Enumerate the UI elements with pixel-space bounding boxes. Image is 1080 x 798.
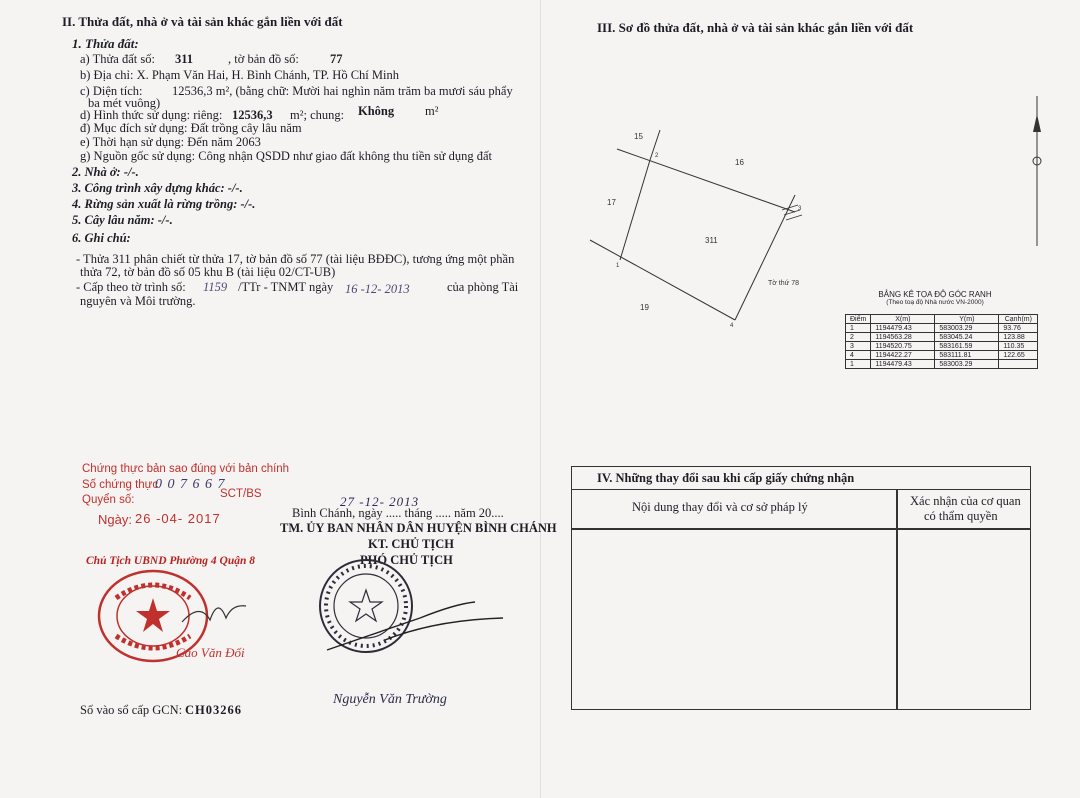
cell: 122.65 [999, 351, 1038, 360]
certify-book: SCT/BS [220, 488, 262, 500]
usage-origin: g) Nguồn gốc sử dụng: Công nhận QSDD như giao đất không thu tiền sử dụng đất [80, 149, 492, 163]
sheet-label: Tờ thứ 78 [768, 280, 800, 287]
table-row [846, 360, 1038, 369]
section-3-title: III. Sơ đồ thửa đất, nhà ở và tài sản khác gắn liền với đất [597, 20, 914, 35]
coords-header: Y(m) [935, 315, 999, 324]
usage-form-label: d) Hình thức sử dụng: riêng: [80, 108, 223, 122]
ward-chairman: Chủ Tịch UBND Phường 4 Quận 8 [86, 555, 255, 567]
area-label: c) Diện tích: [80, 84, 143, 98]
district-signature [325, 590, 505, 660]
coords-title: BẢNG KÊ TỌA ĐỘ GÓC RANH [878, 290, 992, 299]
cell: 583003.29 [935, 360, 999, 369]
ward-signer-name: Cao Văn Đối [176, 645, 245, 660]
changes-table [571, 466, 1031, 710]
private-area: 12536,3 [232, 108, 273, 122]
registry-label: Số vào sổ cấp GCN: [80, 703, 183, 717]
cell: 123.88 [999, 333, 1038, 342]
cell: 110.35 [999, 342, 1038, 351]
note-1b: thửa 72, tờ bản đồ số 05 khu B (tài liệu 02/CT-UB) [80, 265, 336, 279]
section-parcel: 1. Thửa đất: [72, 36, 139, 51]
corner-1: 1 [616, 263, 620, 269]
address: b) Địa chỉ: X. Phạm Văn Hai, H. Bình Chánh, TP. Hồ Chí Minh [80, 68, 399, 82]
cell: 1194520.75 [871, 342, 935, 351]
usage-purpose: đ) Mục đích sử dụng: Đất trồng cây lâu năm [80, 121, 302, 135]
cell: 93.76 [999, 324, 1038, 333]
changes-title-row [572, 467, 1030, 490]
note-2c: của phòng Tài [447, 280, 519, 294]
registry-number: CH03266 [185, 703, 242, 717]
section-forest: 4. Rừng sản xuất là rừng trồng: -/-. [72, 197, 256, 211]
cell: 1194479.43 [871, 360, 935, 369]
coords-title-block [870, 290, 1000, 306]
coords-subtitle: (Theo toạ độ Nhà nước VN-2000) [886, 299, 984, 306]
shared-unit: m² [425, 104, 439, 118]
cell: 1194422.27 [871, 351, 935, 360]
cell: 1194563.28 [871, 333, 935, 342]
coords-table [845, 314, 1038, 369]
section-notes: 6. Ghi chú: [72, 231, 131, 245]
changes-title: IV. Những thay đổi sau khi cấp giấy chứng nhận [597, 471, 855, 485]
table-row [846, 342, 1038, 351]
parcel-311: 311 [705, 236, 718, 245]
parcel-19: 19 [640, 303, 649, 312]
changes-col-divider [896, 489, 898, 709]
parcel-diagram [570, 115, 870, 345]
corner-4: 4 [730, 323, 734, 329]
shared-value: Không [358, 104, 395, 118]
certify-date-label: Ngày: [98, 512, 132, 527]
north-arrow-icon [1030, 96, 1044, 246]
changes-header-divider [572, 528, 1030, 530]
changes-col-content: Nội dung thay đổi và cơ sở pháp lý [632, 500, 808, 514]
note-2b: /TTr - TNMT ngày [238, 280, 334, 294]
shared-label: m²; chung: [290, 108, 345, 122]
parcel-15: 15 [634, 132, 643, 141]
ward-signature [180, 592, 250, 632]
certify-line-1: Chứng thực bản sao đúng với bản chính [82, 463, 290, 475]
changes-col-confirm-2: có thẩm quyền [924, 509, 998, 523]
table-row [846, 324, 1038, 333]
parcel-16: 16 [735, 158, 744, 167]
district-signer: Nguyễn Văn Trường [333, 692, 447, 707]
table-row [846, 333, 1038, 342]
issue-place: Bình Chánh, ngày ..... tháng ..... năm 20.... [292, 506, 504, 520]
note-2d: nguyên và Môi trường. [80, 294, 196, 308]
coords-header: Cạnh(m) [999, 315, 1038, 324]
corner-2: 2 [655, 153, 659, 159]
cell: 3 [846, 342, 871, 351]
on-behalf: KT. CHỦ TỊCH [368, 537, 455, 551]
parcel-number: 311 [175, 52, 194, 66]
table-row [846, 351, 1038, 360]
coords-header: Điểm [846, 315, 871, 324]
coords-header: X(m) [871, 315, 935, 324]
certify-number: 0 0 7 6 6 7 [155, 477, 226, 492]
map-sheet-number: 77 [330, 52, 343, 66]
section-house: 2. Nhà ở: -/-. [72, 165, 139, 179]
usage-term: e) Thời hạn sử dụng: Đến năm 2063 [80, 135, 261, 149]
area-cont: ba mét vuông) [88, 96, 161, 110]
section-2-title: II. Thửa đất, nhà ở và tài sản khác gắn liền với đất [62, 14, 343, 29]
area-value: 12536,3 m², (bằng chữ: Mười hai nghìn năm trăm ba mươi sáu phẩy [172, 84, 513, 98]
submission-number: 1159 [203, 280, 228, 294]
note-1: - Thửa 311 phân chiết từ thửa 17, tờ bản đồ số 77 (tài liệu BĐĐC), tương ứng một phần [76, 252, 515, 266]
cell: 1194479.43 [871, 324, 935, 333]
corner-3: 3 [798, 206, 802, 212]
issuing-org: TM. ỦY BAN NHÂN DÂN HUYỆN BÌNH CHÁNH [280, 521, 557, 535]
issue-date: 27 -12- 2013 [340, 494, 420, 509]
cell: 583045.24 [935, 333, 999, 342]
cell: 583111.81 [935, 351, 999, 360]
section-trees: 5. Cây lâu năm: -/-. [72, 213, 173, 227]
certify-book-label: Quyển số: [82, 494, 135, 506]
submission-date: 16 -12- 2013 [345, 282, 410, 296]
map-sheet-label: , tờ bản đồ số: [228, 52, 299, 66]
vice-chairman: PHÓ CHỦ TỊCH [360, 553, 453, 567]
parcel-number-label: a) Thửa đất số: [80, 52, 155, 66]
certify-date: 26 -04- 2017 [135, 511, 221, 526]
parcel-17: 17 [607, 198, 616, 207]
cell: 583161.59 [935, 342, 999, 351]
cell: 4 [846, 351, 871, 360]
note-2: - Cấp theo tờ trình số: [76, 280, 186, 294]
certify-number-label: Số chứng thực [82, 479, 159, 491]
cell: 1 [846, 360, 871, 369]
cell: 2 [846, 333, 871, 342]
cell: 583003.29 [935, 324, 999, 333]
section-construction: 3. Công trình xây dựng khác: -/-. [72, 181, 243, 195]
changes-col-confirm-1: Xác nhận của cơ quan [910, 494, 1021, 508]
page-fold [540, 0, 541, 798]
cell [999, 360, 1038, 369]
cell: 1 [846, 324, 871, 333]
